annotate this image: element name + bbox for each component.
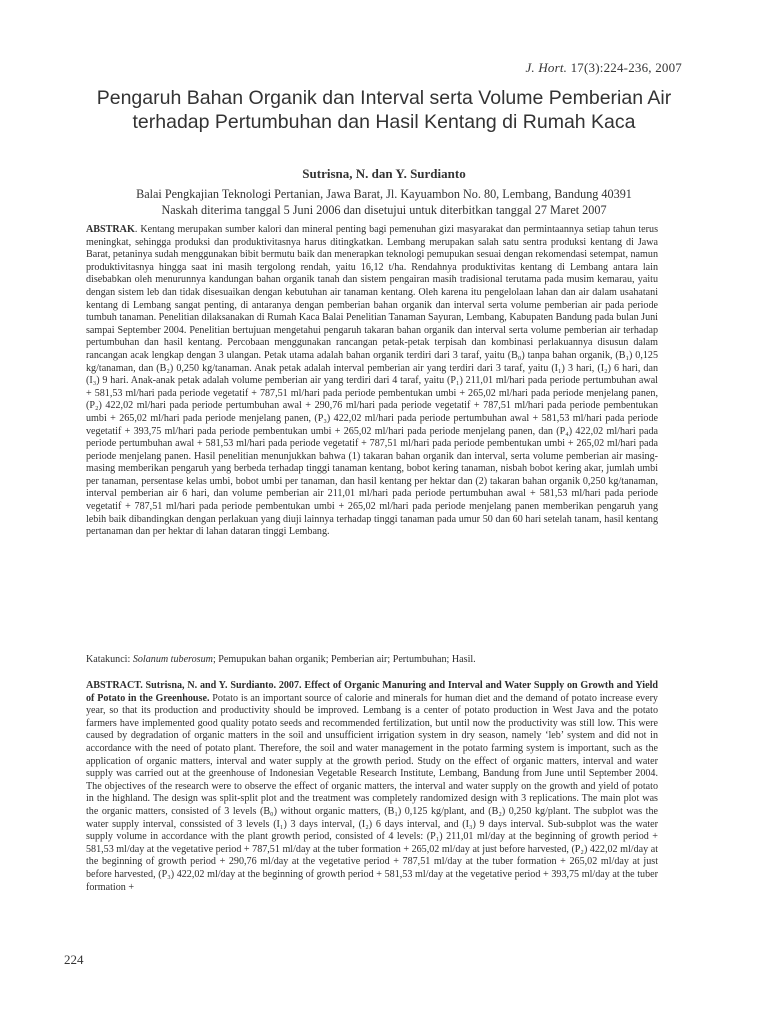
affiliation: Balai Pengkajian Teknologi Pertanian, Jawa Barat, Jl. Kayuambon No. 80, Lembang, Bandung 40391 bbox=[136, 187, 632, 201]
affiliation-block bbox=[60, 186, 708, 218]
paper-title: Pengaruh Bahan Organik dan Interval serta Volume Pemberian Air terhadap Pertumbuhan dan Hasil Kentang di Rumah Kaca bbox=[96, 87, 672, 133]
received-date: Naskah diterima tanggal 5 Juni 2006 dan disetujui untuk diterbitkan tanggal 27 Maret 2007 bbox=[161, 203, 607, 217]
keyword-first: Solanum tuberosum bbox=[132, 654, 213, 665]
abstract-text: Kentang merupakan sumber kalori dan mineral penting bagi pemenuhan gizi masyarakat dan permintaannya setiap tahun terus meningkat, sehingga produksi dan produktivitasnya harus ditingkatkan. Lembang merupakan salah satu sentra produksi kentang di Jawa Barat, petaninya sudah menggunakan bibit bermutu baik dan menerapkan teknologi pemupukan sesuai dengan rekomendasi setempat, namun produktivitasnya hingga saat ini masih tergolong rendah, yaitu 16,12 t/ha. Rendahnya produktivitas kentang di Lembang antara lain disebabkan oleh menurunnya kandungan bahan organik tanah dan sistem pengairan masih tradisional terutama pada musim kemarau, yaitu dengan sistem leb dan tidak disesuaikan dengan kebutuhan air tanaman kentang. Oleh karena itu pengelolaan lahan dan air dalam usahatani kentang di Lembang sangat penting, di antaranya dengan pemberian bahan organik dan interval serta volume pemberian air pada periode tumbuh tanaman. Penelitian dilaksanakan di Rumah Kaca Balai Penelitian Tanaman Sayuran, Lembang, Kabupaten Bandung pada bulan Juni sampai September 2004. Penelitian bertujuan mengetahui pengaruh takaran bahan organik dan interval serta volume pemberian air terhadap pertumbuhan dan hasil kentang. Percobaan menggunakan rancangan petak-petak terpisah dan kombinasi perlakuannya disusun dalam rancangan acak lengkap dengan 3 ulangan. Petak utama adalah bahan organik terdiri dari 3 taraf, yaitu (B₀) tanpa bahan organik, (B₁) 0,125 kg/tanaman, dan (B₂) 0,250 kg/tanaman. Anak petak adalah interval pemberian air yang terdiri dari 3 taraf, yaitu (I₁) 3 hari, (I₂) 6 hari, dan (I₃) 9 hari. Anak-anak petak adalah volume pemberian air yang terdiri dari 4 taraf, yaitu (P₁) 211,01 ml/hari pada periode pertumbuhan awal + 581,53 ml/hari pada periode vegetatif + 787,51 ml/hari pada periode pembentukan umbi + 265,02 ml/hari pada periode menjelang panen, (P₂) 422,02 ml/hari pada periode pertumbuhan awal + 290,76 ml/hari pada periode vegetatif + 787,51 ml/hari pada periode pembentukan umbi + 265,02 ml/hari pada periode menjelang panen, (P₃) 422,02 ml/hari pada periode pertumbuhan awal + 581,53 ml/hari pada periode vegetatif + 393,75 ml/hari pada periode pembentukan umbi + 265,02 ml/hari pada periode menjelang panen, dan (P₄) 422,02 ml/hari pada periode pertumbuhan awal + 581,53 ml/hari pada periode vegetatif + 787,51 ml/hari pada periode pembentukan umbi + 265,02 ml/hari pada periode menjelang panen. Hasil penelitian menunjukkan bahwa (1) takaran bahan organik dan interval, serta volume pemberian air masing-masing memberikan pengaruh yang berbeda terhadap tinggi tanaman kentang, bobot kering tanaman, nisbah bobot kering akar, jumlah umbi per tanaman, persentase kelas umbi, bobot umbi per tanaman, dan hasil kentang per hektar dan (2) takaran bahan organik 0,250 kg/tanaman, interval pemberian air 6 hari, dan volume pemberian air 211,01 ml/hari pada periode pertumbuhan awal + 581,53 ml/hari pada periode vegetatif + 787,51 ml/hari pada periode pembentukan umbi + 265,02 ml/hari pada periode menjelang panen memberikan pengaruh yang lebih baik dibandingkan dengan perlakuan yang diuji lainnya terhadap tinggi tanaman pada umur 50 dan 60 hari setelah tanam, hasil kentang pertanaman dan per hektar di lahan dataran tinggi Lembang. bbox=[86, 224, 658, 538]
journal-citation: 17(3):224-236, 2007 bbox=[570, 60, 682, 75]
keywords bbox=[86, 654, 658, 667]
keywords-rest: ; Pemupukan bahan organik; Pemberian air; Pertumbuhan; Hasil. bbox=[212, 654, 476, 665]
abstract-indonesian: ABSTRAK. Kentang merupakan sumber kalori dan mineral penting bagi pemenuhan gizi masyarakat dan permintaannya setiap tahun terus meningkat, sehingga produksi dan produktivitasnya harus ditingkatkan. Lembang merupakan salah satu sentra produksi kentang di Jawa Barat, petaninya sudah menggunakan bibit bermutu baik dan menerapkan teknologi pemupukan sesuai dengan rekomendasi setempat, namun produktivitasnya hingga saat ini masih tergolong rendah, yaitu 16,12 t/ha. Rendahnya produktivitas kentang di Lembang antara lain disebabkan oleh menurunnya kandungan bahan organik tanah dan sistem pengairan masih tradisional terutama pada musim kemarau, yaitu dengan sistem leb dan tidak disesuaikan dengan kebutuhan air tanaman kentang. Oleh karena itu pengelolaan lahan dan air dalam usahatani kentang di Lembang sangat penting, di antaranya dengan pemberian bahan organik dan interval serta volume pemberian air pada periode tumbuh tanaman. Penelitian dilaksanakan di Rumah Kaca Balai Penelitian Tanaman Sayuran, Lembang, Kabupaten Bandung pada bulan Juni sampai September 2004. Penelitian bertujuan mengetahui pengaruh takaran bahan organik dan interval serta volume pemberian air terhadap pertumbuhan dan hasil kentang. Percobaan menggunakan rancangan petak-petak terpisah dan kombinasi perlakuannya disusun dalam rancangan acak lengkap dengan 3 ulangan. Petak utama adalah bahan organik terdiri dari 3 taraf, yaitu (B₀) tanpa bahan organik, (B₁) 0,125 kg/tanaman, dan (B₂) 0,250 kg/tanaman. Anak petak adalah interval pemberian air yang terdiri dari 3 taraf, yaitu (I₁) 3 hari, (I₂) 6 hari, dan (I₃) 9 hari. Anak-anak petak adalah volume pemberian air yang terdiri dari 4 taraf, yaitu (P₁) 211,01 ml/hari pada periode pertumbuhan awal + 581,53 ml/hari pada periode vegetatif + 787,51 ml/hari pada periode pembentukan umbi + 265,02 ml/hari pada periode menjelang panen, (P₂) 422,02 ml/hari pada periode pertumbuhan awal + 290,76 ml/hari pada periode vegetatif + 787,51 ml/hari pada periode pembentukan umbi + 265,02 ml/hari pada periode menjelang panen, (P₃) 422,02 ml/hari pada periode pertumbuhan awal + 581,53 ml/hari pada periode vegetatif + 393,75 ml/hari pada periode pembentukan umbi + 265,02 ml/hari pada periode menjelang panen, dan (P₄) 422,02 ml/hari pada periode pertumbuhan awal + 581,53 ml/hari pada periode vegetatif + 787,51 ml/hari pada periode pembentukan umbi + 265,02 ml/hari pada periode menjelang panen. Hasil penelitian menunjukkan bahwa (1) takaran bahan organik dan interval, serta volume pemberian air masing-masing memberikan pengaruh yang berbeda terhadap tinggi tanaman kentang, bobot kering tanaman, nisbah bobot kering akar, jumlah umbi per tanaman, persentase kelas umbi, bobot umbi per tanaman, dan hasil kentang per hektar dan (2) takaran bahan organik 0,250 kg/tanaman, interval pemberian air 6 hari, dan volume pemberian air 211,01 ml/hari pada periode pertumbuhan awal + 581,53 ml/hari pada periode vegetatif + 787,51 ml/hari pada periode pembentukan umbi + 265,02 ml/hari pada periode menjelang panen memberikan pengaruh yang lebih baik dibandingkan dengan perlakuan yang diuji lainnya terhadap tinggi tanaman pada umur 50 dan 60 hari setelah tanam, hasil kentang pertanaman dan per hektar di lahan dataran tinggi Lembang. bbox=[86, 224, 658, 538]
journal-name: J. Hort. bbox=[525, 60, 568, 75]
journal-reference bbox=[525, 60, 682, 76]
paper-authors: Sutrisna, N. dan Y. Surdianto bbox=[302, 166, 466, 181]
abstract-en-text: Potato is an important source of calorie and minerals for human diet and the demand of potato increase every year, so that its production and productivity should be improved. Lembang is a center of potato production in West Java and the potato farmers have implemented good quality potato seeds and recommended fertilization, but until now the productivity was still low. This were caused by degradation of organic matters in the soil and unsufficient irrigation system in dry season, namely ‘leb’ system and did not in accordance with the need of potato plant. Therefore, the soil and water management in the potato farming system is important, such as the application of organic matters, interval and water supply at the growth period. Study on the effect of organic matters, interval and water supply was carried out at the greenhouse of Indonesian Vegetable Research Institute, Lembang, Bandung from June until September 2004. The objectives of the research were to observe the effect of organic matters, the interval and water supply on the growth and yield of potato in the highland. The design was split-split plot and the treatment was completely randomized design with 3 replications. The main plot was the organic matters, consisted of 3 levels (B₀) without organic matters, (B₁) 0,125 kg/plant, and (B₂) 0,250 kg/plant. The subplot was the water supply interval, conssisted of 3 levels (I₁) 3 days interval, (I₂) 6 days interval, and (I₃) 9 days interval. Sub-subplot was the water supply volume in accordance with the plant growth period, consisted of 4 levels: (P₁) 211,01 ml/day at the beginning of growth period + 581,53 ml/day at the vegetative period + 787,51 ml/day at the tuber formation + 265,02 ml/day at just before harvested, (P₂) 422,02 ml/day at the beginning of growth period + 290,76 ml/day at the vegetative period + 787,51 ml/day at the tuber formation + 265,02 ml/day at just before harvested, (P₃) 422,02 ml/day at the beginning of growth period + 581,53 ml/day at the vegetative period + 393,75 ml/day at the tuber formation + bbox=[86, 692, 658, 893]
keywords-label: Katakunci: bbox=[86, 654, 131, 665]
abstract-en-label: ABSTRACT. Sutrisna, N. and Y. Surdianto. 2007. Effect of Organic Manuring and Interval and Water Supply on Growth and Yield of Potato in the Greenhouse. bbox=[86, 680, 658, 704]
page-number: 224 bbox=[64, 952, 84, 967]
abstract-label: ABSTRAK bbox=[86, 224, 135, 235]
abstract-english bbox=[86, 680, 658, 894]
